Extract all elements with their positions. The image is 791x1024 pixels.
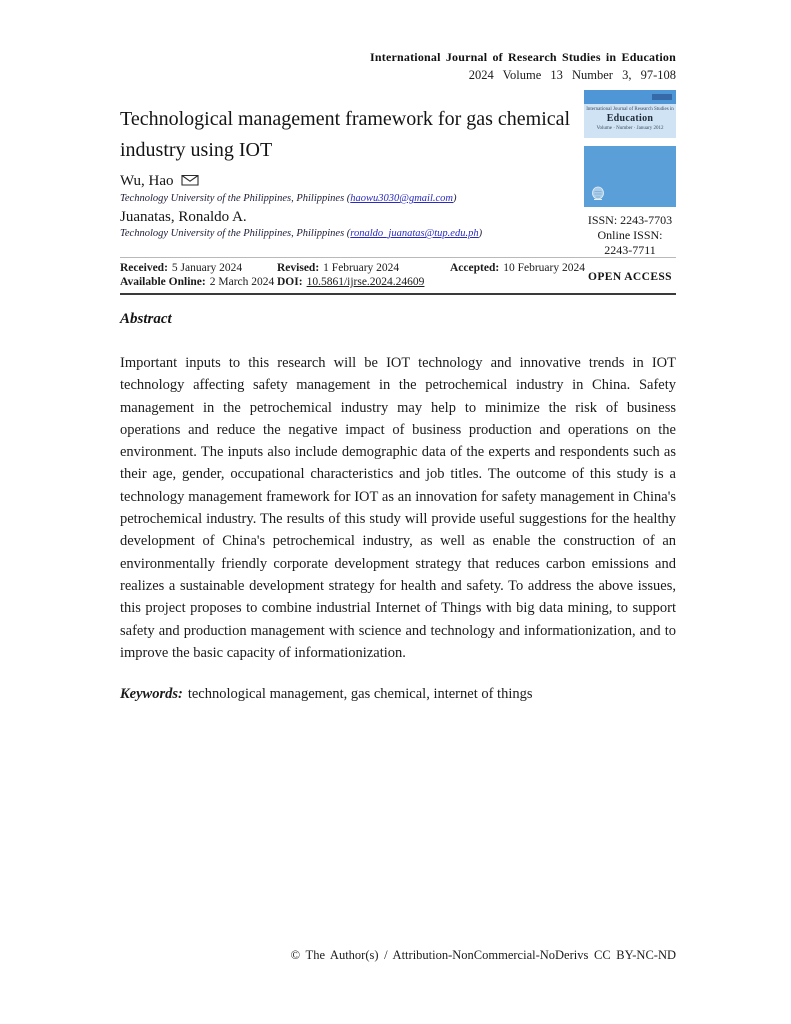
issn-online: Online ISSN: 2243-7711 [597, 228, 663, 257]
revised-date [277, 262, 450, 274]
journal-header [120, 50, 676, 83]
journal-cover-thumbnail [584, 90, 676, 207]
author-2-name [120, 209, 580, 226]
author-2-affiliation [120, 228, 580, 239]
author-1-name-text: Wu, Hao [120, 173, 174, 189]
cover-issue-line: Volume · Number · January 2012 [596, 126, 664, 131]
keywords-line [120, 686, 676, 703]
license-footer: © The Author(s) / Attribution-NonCommercial-NoDerivs CC BY-NC-ND [290, 948, 676, 962]
revised-label: Revised: [277, 262, 320, 274]
keywords-text: technological management, gas chemical, internet of things [187, 686, 533, 702]
available-online-date [120, 276, 277, 288]
cover-corner-mark [652, 94, 672, 100]
keywords-label: Keywords: [120, 686, 183, 702]
issn-print: ISSN: 2243-7703 [587, 213, 673, 227]
author-1-name [120, 173, 580, 191]
author-1-affiliation-text: Technology University of the Philippines, Philippines [120, 193, 345, 204]
author-2-affiliation-text: Technology University of the Philippines, Philippines [120, 228, 345, 239]
doi [277, 276, 450, 288]
cover-top-band [584, 90, 676, 104]
available-online-value: 2 March 2024 [209, 276, 275, 288]
doi-label: DOI: [277, 276, 303, 288]
paren-close: ) [453, 193, 457, 204]
author-1-email-link[interactable]: haowu3030@gmail.com [350, 193, 453, 204]
cover-title-band [584, 104, 676, 138]
open-access-badge: OPEN ACCESS [588, 271, 672, 283]
doi-link[interactable]: 10.5861/ijrse.2024.24609 [306, 276, 425, 288]
available-online-label: Available Online: [120, 276, 206, 288]
paren-close: ) [478, 228, 483, 239]
paren-open: ( [346, 193, 351, 204]
revised-value: 1 February 2024 [323, 262, 400, 274]
received-value: 5 January 2024 [171, 262, 243, 274]
cover-body [584, 146, 676, 207]
journal-info-column [584, 90, 676, 283]
journal-seal-icon [591, 186, 605, 202]
abstract-body: Important inputs to this research will be IOT technology and innovative trends in IOT technology affecting safety management in the petrochemical industry in China. Safety management in the petrochemical industry may help to minimize the risk of business operations and reduce the negative impact of business production and operations on the environment. The inputs also include demographic data of the experts and respondents such as their age, gender, occupational characteristics and job titles. The outcome of this study is a technology management framework for IOT as an innovation for safety management in China's petrochemical industry. The results of this study will provide useful suggestions for the healthy development of China's petrochemical industry, as well as enable the construction of an environmentally friendly corporate development strategy that reduces carbon emissions and realizes a sustainable development strategy for health and safety. To address the above issues, this project proposes to combine industrial Internet of Things with big data mining, to support safety and production management with science and technology and informationization, and to improve the basic capacity of informationization. [120, 355, 676, 661]
cover-title: Education [606, 113, 654, 124]
authors-block [120, 173, 580, 244]
journal-issue-info: 2024 Volume 13 Number 3, 97-108 [468, 68, 676, 82]
author-1-affiliation [120, 193, 580, 204]
journal-name: International Journal of Research Studies in Education [370, 50, 676, 64]
cover-journal-name: International Journal of Research Studies in [586, 107, 674, 112]
received-label: Received: [120, 262, 168, 274]
article-title: Technological management framework for gas chemical industry using IOT [120, 108, 571, 161]
accepted-value: 10 February 2024 [503, 262, 585, 274]
cover-divider [584, 138, 676, 146]
author-2-name-text: Juanatas, Ronaldo A. [120, 209, 247, 225]
author-2-email-link[interactable]: ronaldo_juanatas@tup.edu.ph [350, 228, 479, 239]
email-envelope-icon[interactable] [181, 174, 199, 190]
abstract-heading: Abstract [120, 311, 172, 327]
paren-open: ( [346, 228, 351, 239]
accepted-label: Accepted: [450, 262, 500, 274]
received-date [120, 262, 277, 274]
